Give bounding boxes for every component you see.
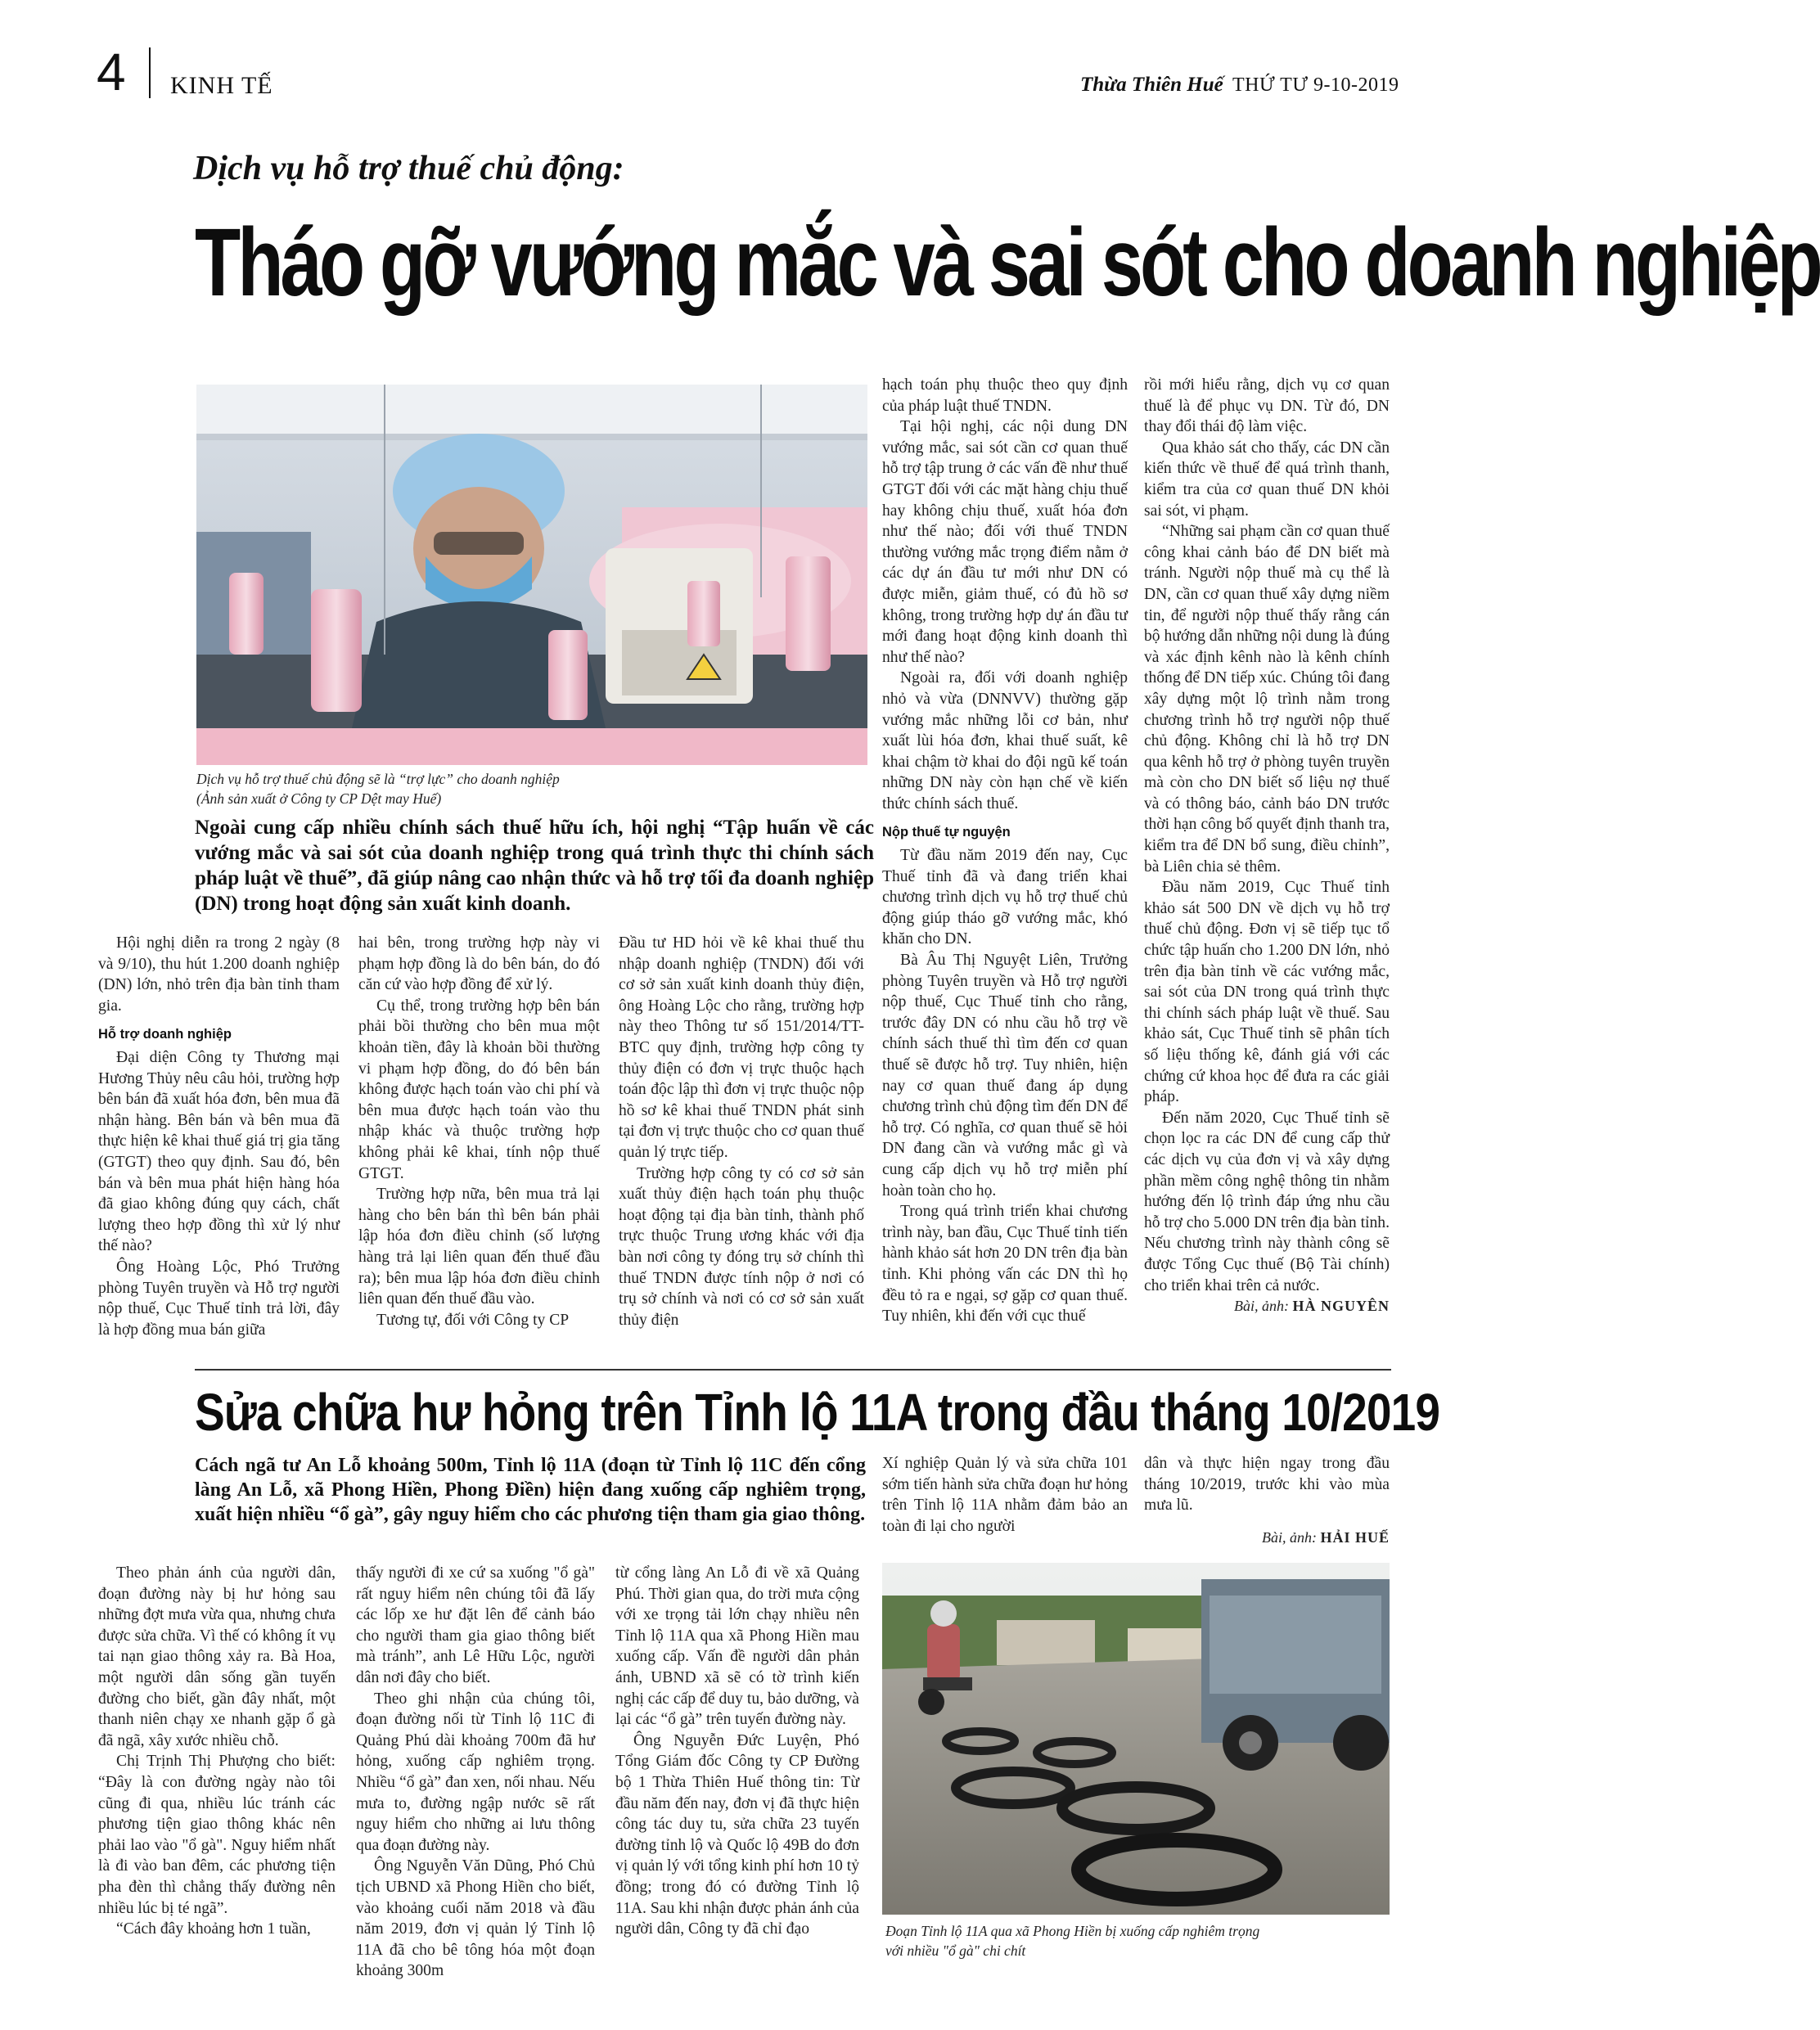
byline-author: HẢI HUẾ xyxy=(1320,1528,1390,1546)
paragraph: Trường hợp công ty có cơ sở sản xuất thủy điện hạch toán phụ thuộc hoạt động tại địa bàn tỉnh, thành phố trực thuộc Trung ương khác với địa bàn nơi công ty đóng trụ sở chính thì thuế TNDN được tính nộp ở nơi có trụ sở chính và nơi có cơ sở sản xuất thủy điện xyxy=(619,1164,864,1329)
article2-column-3 xyxy=(615,1563,859,1940)
paragraph: Theo phản ánh của người dân, đoạn đường này bị hư hỏng sau những đợt mưa vừa qua, nhưng chưa được sửa chữa. Vì thế có không ít vụ tai nạn giao thông xảy ra. Bà Hoa, một người dân sống gần tuyến đường cho biết, gần đây nhất, một thanh niên chạy xe nhanh gặp ổ gà đã ngã, xây xước nhiều chỗ. xyxy=(98,1564,336,1749)
paragraph: hai bên, trong trường hợp này vi phạm hợp đồng là do bên bán, do đó căn cứ vào hợp đồng để xử lý. xyxy=(358,934,600,994)
paragraph: Chị Trịnh Thị Phượng cho biết: “Đây là con đường ngày nào tôi cũng đi qua, nhiều lúc tránh các phương tiện giao thông khác nên phải lao vào "ổ gà". Nguy hiểm nhất là đi vào ban đêm, các phương tiện pha đèn thì chẳng thấy đường nên nhiều lúc bị té ngã”. xyxy=(98,1753,336,1917)
article2-top-column-4 xyxy=(882,1453,1128,1537)
sewing-worker-image xyxy=(196,385,867,765)
paragraph: Cụ thể, trong trường hợp bên bán phải bồi thường cho bên mua một khoản tiền, đây là khoản bồi thường vi phạm hợp đồng, do đó bên bán không được hạch toán vào chi phí và bên mua được hạch toán vào thu nhập khác và thuộc trường hợp không phải kê khai, tính nộp thuế GTGT. xyxy=(358,997,600,1182)
paragraph: Ông Nguyễn Văn Dũng, Phó Chủ tịch UBND xã Phong Hiền cho biết, vào khoảng cuối năm 2018 và đầu năm 2019, đơn vị quản lý Tỉnh lộ 11A đã cho bê tông hóa một đoạn khoảng 300m xyxy=(356,1857,595,1980)
article2-top-column-5 xyxy=(1144,1453,1390,1548)
paragraph: Đầu tư HD hỏi về kê khai thuế thu nhập doanh nghiệp (TNDN) đối với cơ sở sản xuất kinh doanh thủy điện, ông Hoàng Lộc cho rằng, trường hợp này theo Thông tư số 151/2014/TT-BTC quy định, trường hợp công ty thủy điện có đơn vị trực thuộc hạch toán độc lập thì đơn vị trực thuộc nộp hồ sơ kê khai thuế TNDN phát sinh tại đơn vị trực thuộc cho cơ quan thuế quản lý trực tiếp. xyxy=(619,934,864,1161)
byline-label: Bài, ảnh: xyxy=(1261,1528,1317,1546)
article2-photo xyxy=(882,1563,1390,1915)
paragraph: dân và thực hiện ngay trong đầu tháng 10/2019, trước khi vào mùa mưa lũ. xyxy=(1144,1455,1390,1515)
article2-headline: Sửa chữa hư hỏng trên Tỉnh lộ 11A trong đầu tháng 10/2019 xyxy=(195,1383,1440,1442)
paragraph: Tương tự, đối với Công ty CP xyxy=(376,1311,570,1329)
header-divider xyxy=(149,47,151,98)
section-name: KINH TẾ xyxy=(170,72,273,99)
article1-headline: Tháo gỡ vướng mắc và sai sót cho doanh nghiệp xyxy=(195,209,1820,317)
article1-caption-line2: (Ảnh sản xuất ở Công ty CP Dệt may Huế) xyxy=(196,790,442,807)
article1-photo-caption xyxy=(196,769,876,808)
paragraph: Đến năm 2020, Cục Thuế tỉnh sẽ chọn lọc ra các DN để cung cấp thử các dịch vụ của đơn vị và xây dựng phần mềm công nghệ thông tin nhằm hướng đến lộ trình đáp ứng nhu cầu hỗ trợ cho 5.000 DN trên địa bàn tỉnh. Nếu chương trình này thành công sẽ được Tổng Cục thuế (Bộ Tài chính) cho triển khai trên cả nước. xyxy=(1144,1109,1390,1294)
article1-column-4 xyxy=(882,375,1128,1327)
byline-label: Bài, ảnh: xyxy=(1233,1298,1289,1315)
paragraph: Xí nghiệp Quản lý và sửa chữa 101 sớm tiến hành sửa chữa đoạn hư hỏng trên Tỉnh lộ 11A nhằm đảm bảo an toàn đi lại cho người xyxy=(882,1455,1128,1535)
paragraph: Theo ghi nhận của chúng tôi, đoạn đường nối từ Tỉnh lộ 11C đi Quảng Phú dài khoảng 700m đã hư hỏng, xuống cấp nghiêm trọng. Nhiều “ổ gà” đan xen, nối nhau. Nếu mưa to, đường ngập nước sẽ rất nguy hiểm cho những ai lưu thông qua đoạn đường này. xyxy=(356,1690,595,1854)
byline-author: HÀ NGUYÊN xyxy=(1292,1298,1390,1315)
paragraph: hạch toán phụ thuộc theo quy định của pháp luật thuế TNDN. xyxy=(882,376,1128,415)
paragraph: Ngoài ra, đối với doanh nghiệp nhỏ và vừa (DNNVV) thường gặp vướng mắc những lỗi cơ bản, như xuất lùi hóa đơn, khai thuế suất, kê khai chậm tờ khai do đội ngũ kế toán những DN này còn hạn chế về kiến thức chính sách thuế. xyxy=(882,669,1128,812)
paragraph: Hội nghị diễn ra trong 2 ngày (8 và 9/10), thu hút 1.200 doanh nghiệp (DN) lớn, nhỏ trên địa bàn tỉnh tham gia. xyxy=(98,934,340,1015)
issue-date: THỨ TƯ 9-10-2019 xyxy=(1232,74,1399,96)
article1-byline xyxy=(1144,1296,1390,1317)
paragraph: Bà Âu Thị Nguyệt Liên, Trưởng phòng Tuyên truyền và Hỗ trợ người nộp thuế, Cục Thuế tỉnh cho rằng, trước đây DN có nhu cầu hỗ trợ về chính sách thuế thì tìm đến cơ quan thuế sẽ được hỗ trợ. Tuy nhiên, hiện nay cơ quan thuế đang áp dụng chương trình chủ động tìm đến DN để hỗ trợ. Có nghĩa, cơ quan thuế sẽ hỏi DN đang cần và vướng mắc gì và cung cấp dịch vụ hỗ trợ miễn phí hoàn toàn cho họ. xyxy=(882,952,1128,1200)
article1-kicker: Dịch vụ hỗ trợ thuế chủ động: xyxy=(193,150,624,187)
article2-caption-line1: Đoạn Tỉnh lộ 11A qua xã Phong Hiền bị xuống cấp nghiêm trọng xyxy=(885,1923,1260,1939)
article1-column-3 xyxy=(619,933,864,1330)
article1-caption-line1: Dịch vụ hỗ trợ thuế chủ động sẽ là “trợ lực” cho doanh nghiệp xyxy=(196,771,560,787)
article1-column-5 xyxy=(1144,375,1390,1317)
paragraph: Trường hợp nữa, bên mua trả lại hàng cho bên bán thì bên bán phải lập hóa đơn điều chỉnh (số lượng hàng trả lại liên quan đến thuế đầu ra); bên mua lập hóa đơn điều chỉnh liên quan đến thuế đầu vào. xyxy=(358,1186,600,1308)
article2-lead: Cách ngã tư An Lỗ khoảng 500m, Tỉnh lộ 11A (đoạn từ Tỉnh lộ 11C đến cổng làng An Lỗ, xã Phong Hiền, Phong Điền) hiện đang xuống cấp nghiêm trọng, xuất hiện nhiều “ổ gà”, gây nguy hiểm cho các phương tiện tham gia giao thông. xyxy=(195,1455,866,1525)
article1-photo xyxy=(196,385,867,765)
paragraph: Đại diện Công ty Thương mại Hương Thủy nêu câu hỏi, trường hợp bên bán đã xuất hóa đơn, bên mua đã nhận hàng. Bên bán và bên mua đã thực hiện kê khai thuế giá trị gia tăng (GTGT) theo quy định. Sau đó, bên bán và bên mua phát hiện hàng hóa đã giao không đúng quy cách, chất lượng theo hợp đồng thì xử lý như thế nào? xyxy=(98,1048,340,1255)
damaged-road-image xyxy=(882,1563,1390,1915)
paragraph: Ông Nguyễn Đức Luyện, Phó Tổng Giám đốc Công ty CP Đường bộ 1 Thừa Thiên Huế thông tin: Từ đầu năm đến nay, đơn vị đã thực hiện công tác duy tu, sửa chữa 23 tuyến đường tỉnh lộ và Quốc lộ 49B do đơn vị quản lý với tổng kinh phí hơn 10 tỷ đồng; trong đó có đường Tỉnh lộ 11A. Sau khi nhận được phản ánh của người dân, Công ty đã chỉ đạo xyxy=(615,1731,859,1938)
paragraph: “Những sai phạm cần cơ quan thuế công khai cảnh báo để DN biết mà tránh. Người nộp thuế mà cụ thể là DN, cần cơ quan thuế xây dựng niềm tin, để người nộp thuế thấy rằng cán bộ hướng dẫn những nội dung là đúng và xác định kênh nào là kênh chính thống để DN tiếp xúc. Chúng tôi đang xây dựng một lộ trình nằm trong chương trình hỗ trợ người nộp thuế chủ động. Không chỉ là hỗ trợ DN qua kênh hỗ trợ ở phòng tuyên truyền mà còn cho DN biết số liệu nợ thuế và có thông báo, cảnh báo DN trước thời hạn công bố quyết định thanh tra, kiểm tra để DN bổ sung, điều chỉnh”, bà Liên chia sẻ thêm. xyxy=(1144,523,1390,875)
article1-column-1 xyxy=(98,933,340,1340)
newspaper-name: Thừa Thiên Huế xyxy=(1080,74,1223,96)
article2-column-1 xyxy=(98,1563,336,1940)
paragraph: Trong quá trình triển khai chương trình này, ban đầu, Cục Thuế tỉnh tiến hành khảo sát hơn 20 DN trên địa bàn tỉnh. Khi phỏng vấn các DN thì họ đều tỏ ra e ngại, sợ gặp cơ quan thuế. Tuy nhiên, khi đến với cục thuế xyxy=(882,1203,1128,1326)
paragraph: thấy người đi xe cứ sa xuống "ổ gà" rất nguy hiểm nên chúng tôi đã lấy các lốp xe hư đặt lên để cảnh báo cho người tham gia giao thông biết mà tránh”, anh Lê Hữu Lộc, người dân nơi đây cho biết. xyxy=(356,1564,595,1686)
article2-byline xyxy=(1144,1528,1390,1549)
paragraph: Qua khảo sát cho thấy, các DN cần kiến thức về thuế để quá trình thanh, kiểm tra của cơ quan thuế DN khỏi sai sót, vi phạm. xyxy=(1144,439,1390,520)
article1-subheading-1: Hỗ trợ doanh nghiệp xyxy=(98,1027,232,1042)
paragraph: Ông Hoàng Lộc, Phó Trưởng phòng Tuyên truyền và Hỗ trợ người nộp thuế, Cục Thuế tỉnh trả lời, đây là hợp đồng mua bán giữa xyxy=(98,1258,340,1339)
article2-photo-caption xyxy=(885,1921,1393,1960)
article-divider xyxy=(195,1369,1391,1371)
paragraph: Đầu năm 2019, Cục Thuế tỉnh khảo sát 500 DN về dịch vụ hỗ trợ thuế chủ động. Đơn vị sẽ tiếp tục tổ chức tập huấn cho 1.200 DN lớn, nhỏ trên địa bàn tỉnh về các vướng mắc, sai sót của DN trong quá trình thực thi chính sách pháp luật về thuế. Sau khảo sát, Cục Thuế tỉnh sẽ phân tích số liệu thống kê, đánh giá với các chứng cứ khoa học để đưa ra các giải pháp. xyxy=(1144,879,1390,1106)
article2-column-2 xyxy=(356,1563,595,1982)
paragraph: Tại hội nghị, các nội dung DN vướng mắc, sai sót cần cơ quan thuế hỗ trợ tập trung ở các vấn đề như thuế GTGT đối với các mặt hàng chịu thuế hay không chịu thuế, xuất hóa đơn như thế nào; đối với thuế TNDN thường vướng mắc trọng điểm nằm ở các dự án đầu tư mới như DN có được miễn, giảm thuế, có đủ hồ sơ không, trong trường hợp dự án đầu tư mới đang hoạt động kinh doanh thì như thế nào? xyxy=(882,418,1128,666)
paragraph: rồi mới hiểu rằng, dịch vụ cơ quan thuế là để phục vụ DN. Từ đó, DN thay đổi thái độ làm việc. xyxy=(1144,376,1390,436)
paragraph: “Cách đây khoảng hơn 1 tuần, xyxy=(116,1920,311,1938)
page-number: 4 xyxy=(97,43,126,101)
article1-lead: Ngoài cung cấp nhiều chính sách thuế hữu ích, hội nghị “Tập huấn về các vướng mắc và sai sót của doanh nghiệp trong quá trình thực thi chính sách pháp luật về thuế”, đã giúp nâng cao nhận thức và hỗ trợ tối đa doanh nghiệp (DN) trong hoạt động sản xuất kinh doanh. xyxy=(195,817,874,915)
article1-subheading-2: Nộp thuế tự nguyện xyxy=(882,825,1011,840)
article1-column-2 xyxy=(358,933,600,1330)
paragraph: từ cổng làng An Lỗ đi về xã Quảng Phú. Thời gian qua, do trời mưa cộng với xe trọng tải lớn chạy nhiều nên Tỉnh lộ 11A qua xã Phong Hiền mau xuống cấp. Vấn đề người dân phản ánh, UBND xã sẽ có tờ trình kiến nghị các cấp để duy tu, bảo dưỡng, và lại các “ổ gà” trên tuyến đường này. xyxy=(615,1564,859,1729)
article2-caption-line2: với nhiều "ổ gà" chi chít xyxy=(885,1942,1026,1959)
paragraph: Từ đầu năm 2019 đến nay, Cục Thuế tỉnh đã và đang triển khai chương trình dịch vụ hỗ trợ thuế chủ động giúp tháo gỡ vướng mắc, khó khăn cho DN. xyxy=(882,847,1128,948)
